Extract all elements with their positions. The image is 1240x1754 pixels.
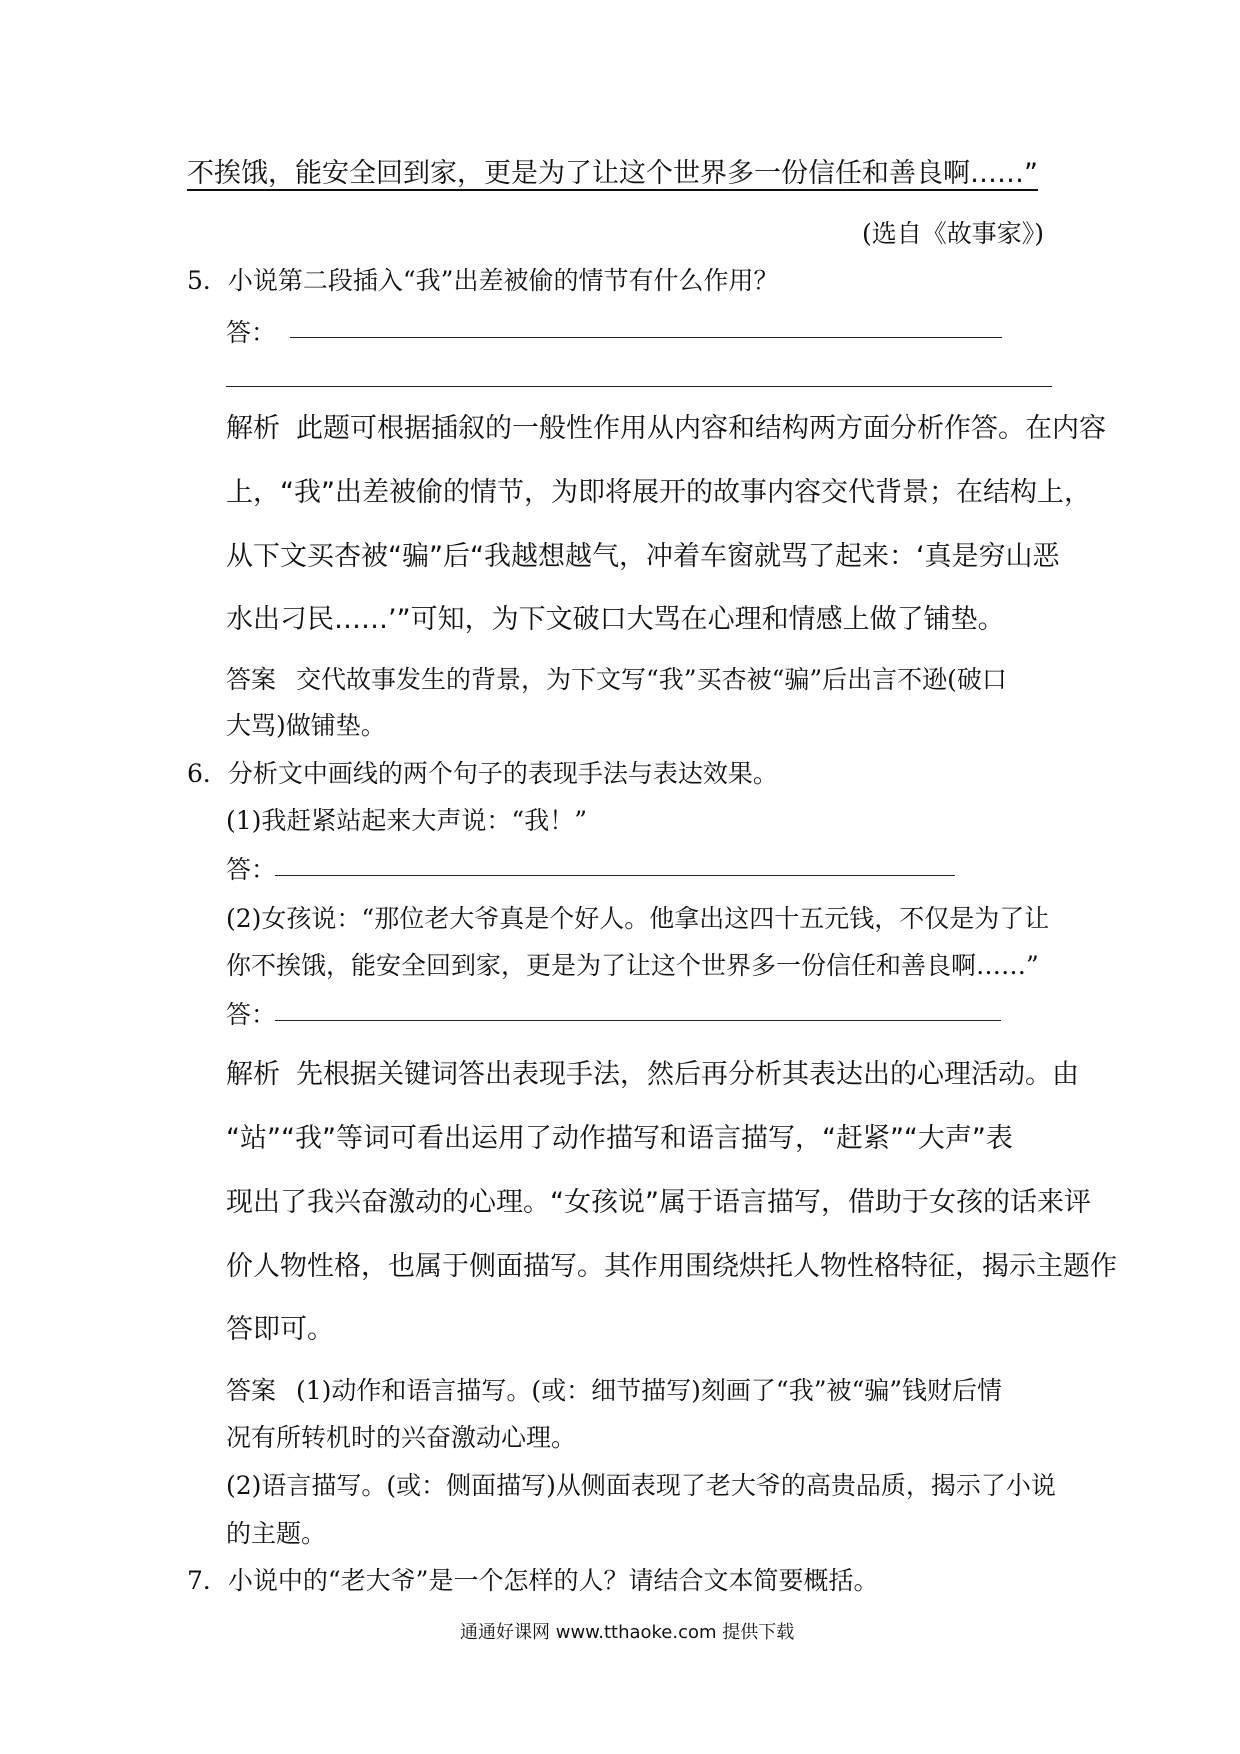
q6-answer-blank-2: [275, 1020, 1001, 1021]
q6-analysis-line-4: 价人物性格，也属于侧面描写。其作用围绕烘托人物性格特征，揭示主题作: [226, 1251, 1117, 1282]
q6-sub-2-line-1: (2)女孩说：“那位老大爷真是个好人。他拿出这四十五元钱，不仅是为了让: [226, 904, 1050, 933]
q6-answer-label-1: 答：: [226, 855, 277, 884]
q6-answer-blank-1: [275, 875, 955, 876]
q6-sub-2-line-2: 你不挨饿，能安全回到家，更是为了让这个世界多一份信任和善良啊……”: [226, 951, 1039, 980]
q6-key-line-1: 答案 (1)动作和语言描写。(或：细节描写)刻画了“我”被“骗”钱财后情: [226, 1376, 1003, 1405]
question-6: 6．分析文中画线的两个句子的表现手法与表达效果。: [187, 759, 778, 788]
q5-answer-label: 答：: [226, 318, 277, 347]
q6-analysis-line-1: 解析 先根据关键词答出表现手法，然后再分析其表达出的心理活动。由: [226, 1059, 1079, 1090]
q6-key-label: 答案: [226, 1376, 277, 1405]
q6-key-line-4: 的主题。: [226, 1519, 327, 1548]
q5-key-label: 答案: [226, 665, 277, 694]
question-5: 5．小说第二段插入“我”出差被偷的情节有什么作用？: [187, 266, 779, 295]
q5-key-line-2: 大骂)做铺垫。: [226, 711, 386, 740]
q6-key-line-2: 况有所转机时的兴奋激动心理。: [226, 1423, 577, 1452]
q5-analysis-line-1: 解析 此题可根据插叙的一般性作用从内容和结构两方面分析作答。在内容: [226, 413, 1106, 444]
q5-analysis-line-3: 从下文买杏被“骗”后“我越想越气，冲着车窗就骂了起来：‘真是穷山恶: [226, 541, 1060, 572]
q6-key-line-3: (2)语言描写。(或：侧面描写)从侧面表现了老大爷的高贵品质，揭示了小说: [226, 1471, 1056, 1500]
passage-underlined-sentence: 不挨饿，能安全回到家，更是为了让这个世界多一份信任和善良啊……”: [187, 158, 1038, 189]
q6-answer-label-2: 答：: [226, 1000, 277, 1029]
page-footer: 通通好课网 www.tthaoke.com 提供下载: [460, 1622, 795, 1643]
source-citation: (选自《故事家》): [862, 219, 1045, 248]
q5-analysis-label: 解析: [226, 413, 280, 444]
q6-analysis-line-5: 答即可。: [226, 1314, 334, 1345]
q5-key-line-1: 答案 交代故事发生的背景，为下文写“我”买杏被“骗”后出言不逊(破口: [226, 665, 1007, 694]
q6-analysis-line-3: 现出了我兴奋激动的心理。“女孩说”属于语言描写，借助于女孩的话来评: [226, 1187, 1091, 1218]
q6-sub-1: (1)我赶紧站起来大声说：“我！”: [226, 806, 587, 835]
q5-analysis-line-2: 上，“我”出差被偷的情节，为即将展开的故事内容交代背景；在结构上，: [226, 477, 1091, 508]
question-7: 7．小说中的“老大爷”是一个怎样的人？请结合文本简要概括。: [187, 1566, 879, 1595]
q6-analysis-label: 解析: [226, 1059, 280, 1090]
q5-answer-blank-2: [226, 386, 1052, 387]
q5-analysis-line-4: 水出刁民……’”可知，为下文破口大骂在心理和情感上做了铺垫。: [226, 604, 1005, 635]
q5-answer-blank-1: [290, 337, 1002, 338]
q6-analysis-line-2: “站”“我”等词可看出运用了动作描写和语言描写，“赶紧”“大声”表: [226, 1123, 1013, 1154]
